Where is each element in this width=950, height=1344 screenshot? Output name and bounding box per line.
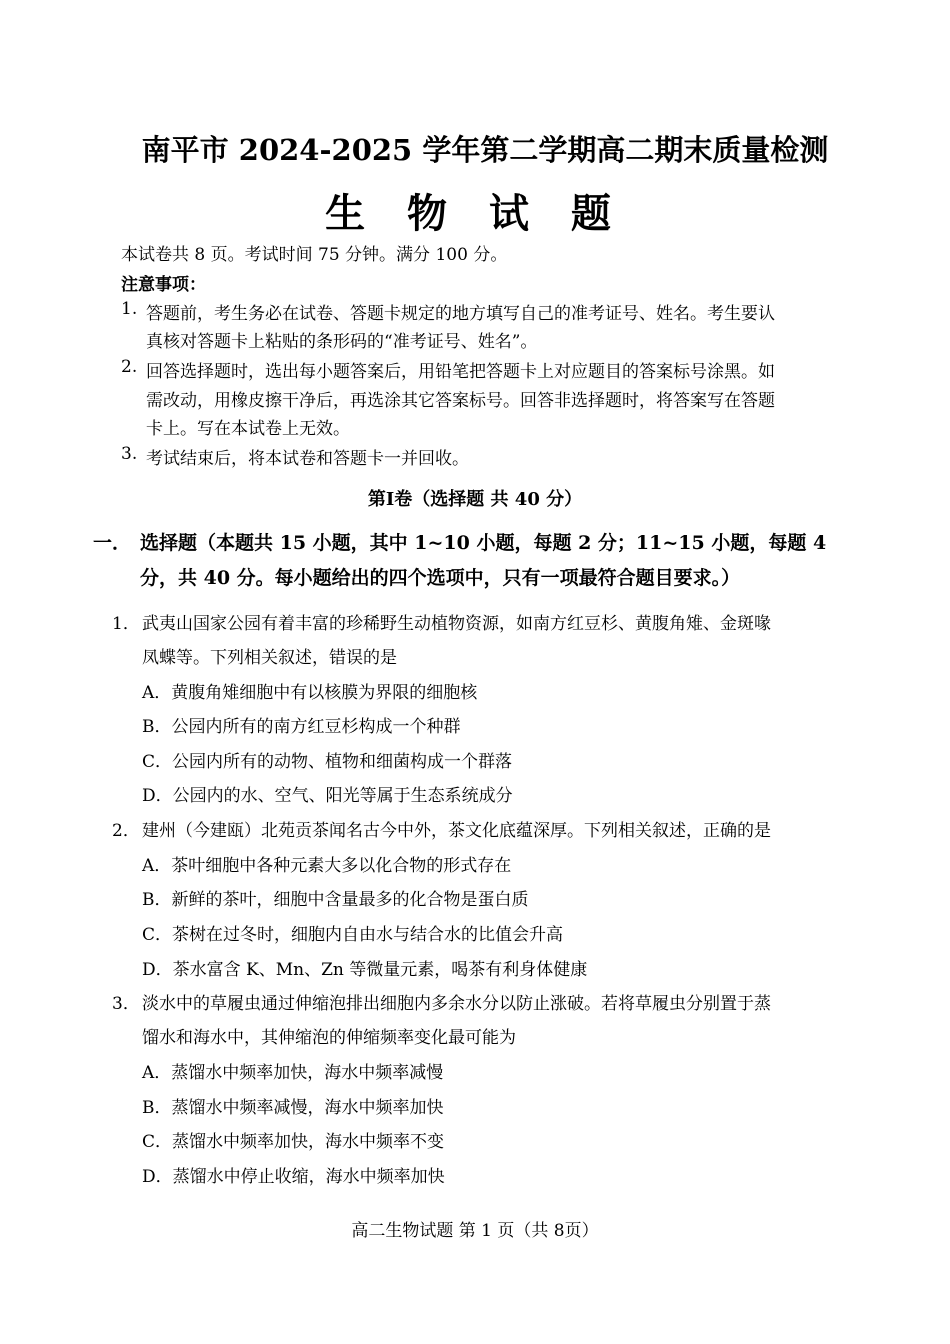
- option-b: B．新鲜的茶叶，细胞中含量最多的化合物是蛋白质: [142, 890, 529, 910]
- part-number: 一．: [93, 532, 132, 554]
- page-footer: 高二生物试题 第 1 页（共 8页）: [351, 1221, 599, 1241]
- question-number: 2．: [112, 821, 140, 841]
- part-instruction-line: 分，共 40 分。每小题给出的四个选项中，只有一项最符合题目要求。）: [140, 567, 741, 589]
- option-d: D．公园内的水、空气、阳光等属于生态系统成分: [142, 786, 513, 806]
- exam-title: 南平市 2024-2025 学年第二学期高二期末质量检测: [141, 133, 829, 167]
- option-c: C．蒸馏水中频率加快，海水中频率不变: [142, 1132, 445, 1152]
- exam-subtitle: 生 物 试 题: [325, 190, 625, 237]
- note-line: 回答选择题时，选出每小题答案后，用铅笔把答题卡上对应题目的答案标号涂黑。如: [146, 362, 775, 382]
- option-b: B．蒸馏水中频率减慢，海水中频率加快: [142, 1098, 444, 1118]
- question-stem: 淡水中的草履虫通过伸缩泡排出细胞内多余水分以防止涨破。若将草履虫分别置于蒸: [142, 994, 771, 1014]
- option-b: B．公园内所有的南方红豆杉构成一个种群: [142, 717, 461, 737]
- option-c: C．公园内所有的动物、植物和细菌构成一个群落: [142, 752, 513, 772]
- option-a: A．黄腹角雉细胞中有以核膜为界限的细胞核: [142, 683, 478, 703]
- note-line: 答题前，考生务必在试卷、答题卡规定的地方填写自己的准考证号、姓名。考生要认: [146, 304, 775, 324]
- option-a: A．蒸馏水中频率加快，海水中频率减慢: [142, 1063, 444, 1083]
- option-a: A．茶叶细胞中各种元素大多以化合物的形式存在: [142, 856, 512, 876]
- option-d: D．蒸馏水中停止收缩，海水中频率加快: [142, 1167, 445, 1187]
- question-number: 3．: [112, 994, 140, 1014]
- note-number: 3.: [121, 444, 138, 464]
- note-line: 考试结束后，将本试卷和答题卡一并回收。: [146, 449, 469, 469]
- note-number: 1.: [121, 299, 138, 319]
- part-instruction-line: 选择题（本题共 15 小题，其中 1~10 小题，每题 2 分；11~15 小题，每题 4: [140, 532, 827, 554]
- question-stem: 凤蝶等。下列相关叙述，错误的是: [142, 648, 397, 668]
- note-number: 2.: [121, 357, 138, 377]
- question-stem: 武夷山国家公园有着丰富的珍稀野生动植物资源，如南方红豆杉、黄腹角雉、金斑喙: [142, 614, 771, 634]
- note-line: 卡上。写在本试卷上无效。: [146, 419, 350, 439]
- question-number: 1．: [112, 614, 140, 634]
- exam-summary: 本试卷共 8 页。考试时间 75 分钟。满分 100 分。: [121, 245, 508, 265]
- notice-label: 注意事项：: [121, 275, 206, 295]
- question-stem: 建州（今建瓯）北苑贡茶闻名古今中外，茶文化底蕴深厚。下列相关叙述，正确的是: [142, 821, 771, 841]
- option-c: C．茶树在过冬时，细胞内自由水与结合水的比值会升高: [142, 925, 564, 945]
- note-line: 需改动，用橡皮擦干净后，再选涂其它答案标号。回答非选择题时，将答案写在答题: [146, 391, 775, 411]
- question-stem: 馏水和海水中，其伸缩泡的伸缩频率变化最可能为: [142, 1028, 516, 1048]
- option-d: D．茶水富含 K、Mn、Zn 等微量元素，喝茶有利身体健康: [142, 960, 588, 980]
- section-heading: 第I卷（选择题 共 40 分）: [367, 489, 583, 510]
- note-line: 真核对答题卡上粘贴的条形码的“准考证号、姓名”。: [146, 332, 538, 352]
